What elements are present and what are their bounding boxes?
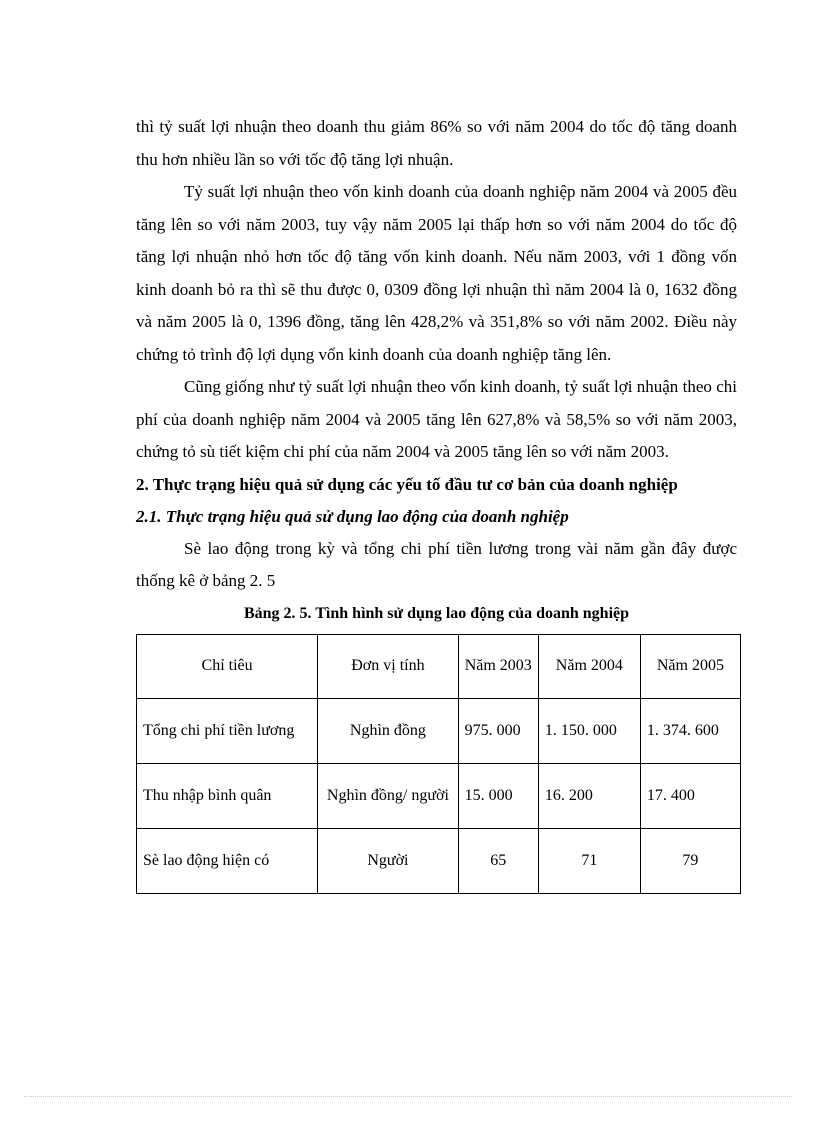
table-caption: Bảng 2. 5. Tình hình sử dụng lao động của doanh nghiệp: [243, 604, 630, 622]
intro-paragraph: Sè lao động trong kỳ và tổng chi phí tiền lương trong vài năm gần đây được thống kê ở bảng 2. 5: [136, 538, 737, 590]
table-cell: 17. 400: [640, 763, 740, 828]
table-header-row: [137, 634, 741, 698]
table-cell: Thu nhập bình quân: [137, 763, 318, 828]
header-cell: Năm 2004: [538, 634, 640, 698]
paragraph-3: Cũng giống như tỷ suất lợi nhuận theo vốn kinh doanh, tỷ suất lợi nhuận theo chi phí của doanh nghiệp năm 2004 và 2005 tăng lên 627,8% và 58,5% so với năm 2003, chứng tỏ sù tiết kiệm chi phí của năm 2004 và 2005 tăng lên so với năm 2003.: [136, 377, 737, 461]
labor-table: [136, 634, 741, 894]
table-cell: 79: [640, 828, 740, 893]
table-cell: 1. 374. 600: [640, 698, 740, 763]
header-cell: Đơn vị tính: [318, 634, 458, 698]
table-cell: Người: [318, 828, 458, 893]
table-cell: 15. 000: [458, 763, 538, 828]
table-cell: 16. 200: [538, 763, 640, 828]
table-cell: 1. 150. 000: [538, 698, 640, 763]
header-cell: Chỉ tiêu: [137, 634, 318, 698]
subsection-heading: 2.1. Thực trạng hiệu quả sử dụng lao động của doanh nghiệp: [136, 506, 569, 526]
page-footer-divider: [24, 1096, 792, 1097]
table-cell: Sè lao động hiện có: [137, 828, 318, 893]
paragraph-1: thì tỷ suất lợi nhuận theo doanh thu giảm 86% so với năm 2004 do tốc độ tăng doanh thu hơn nhiều lần so với tốc độ tăng lợi nhuận.: [136, 117, 737, 169]
table-cell: Tổng chi phí tiền lương: [137, 698, 318, 763]
table-cell: 975. 000: [458, 698, 538, 763]
paragraph-2: Tỷ suất lợi nhuận theo vốn kinh doanh của doanh nghiệp năm 2004 và 2005 đều tăng lên so với năm 2003, tuy vậy năm 2005 lại thấp hơn so với năm 2004 do tốc độ tăng lợi nhuận nhỏ hơn tốc độ tăng vốn kinh doanh. Nếu năm 2003, với 1 đồng vốn kinh doanh bỏ ra thì sẽ thu được 0, 0309 đồng lợi nhuận thì năm 2004 là 0, 1632 đồng và năm 2005 là 0, 1396 đồng, tăng lên 428,2% và 351,8% so với năm 2002. Điều này chứng tỏ trình độ lợi dụng vốn kinh doanh của doanh nghiệp tăng lên.: [136, 182, 737, 364]
header-cell: Năm 2003: [458, 634, 538, 698]
document-page: [136, 111, 737, 894]
header-cell: Năm 2005: [640, 634, 740, 698]
table-cell: Nghìn đồng/ người: [318, 763, 458, 828]
table-cell: 71: [538, 828, 640, 893]
table-row: [137, 828, 741, 893]
table-cell: Nghìn đồng: [318, 698, 458, 763]
section-heading: 2. Thực trạng hiệu quả sử dụng các yếu tố đầu tư cơ bản của doanh nghiệp: [136, 474, 678, 494]
table-row: [137, 763, 741, 828]
table-cell: 65: [458, 828, 538, 893]
table-row: [137, 698, 741, 763]
